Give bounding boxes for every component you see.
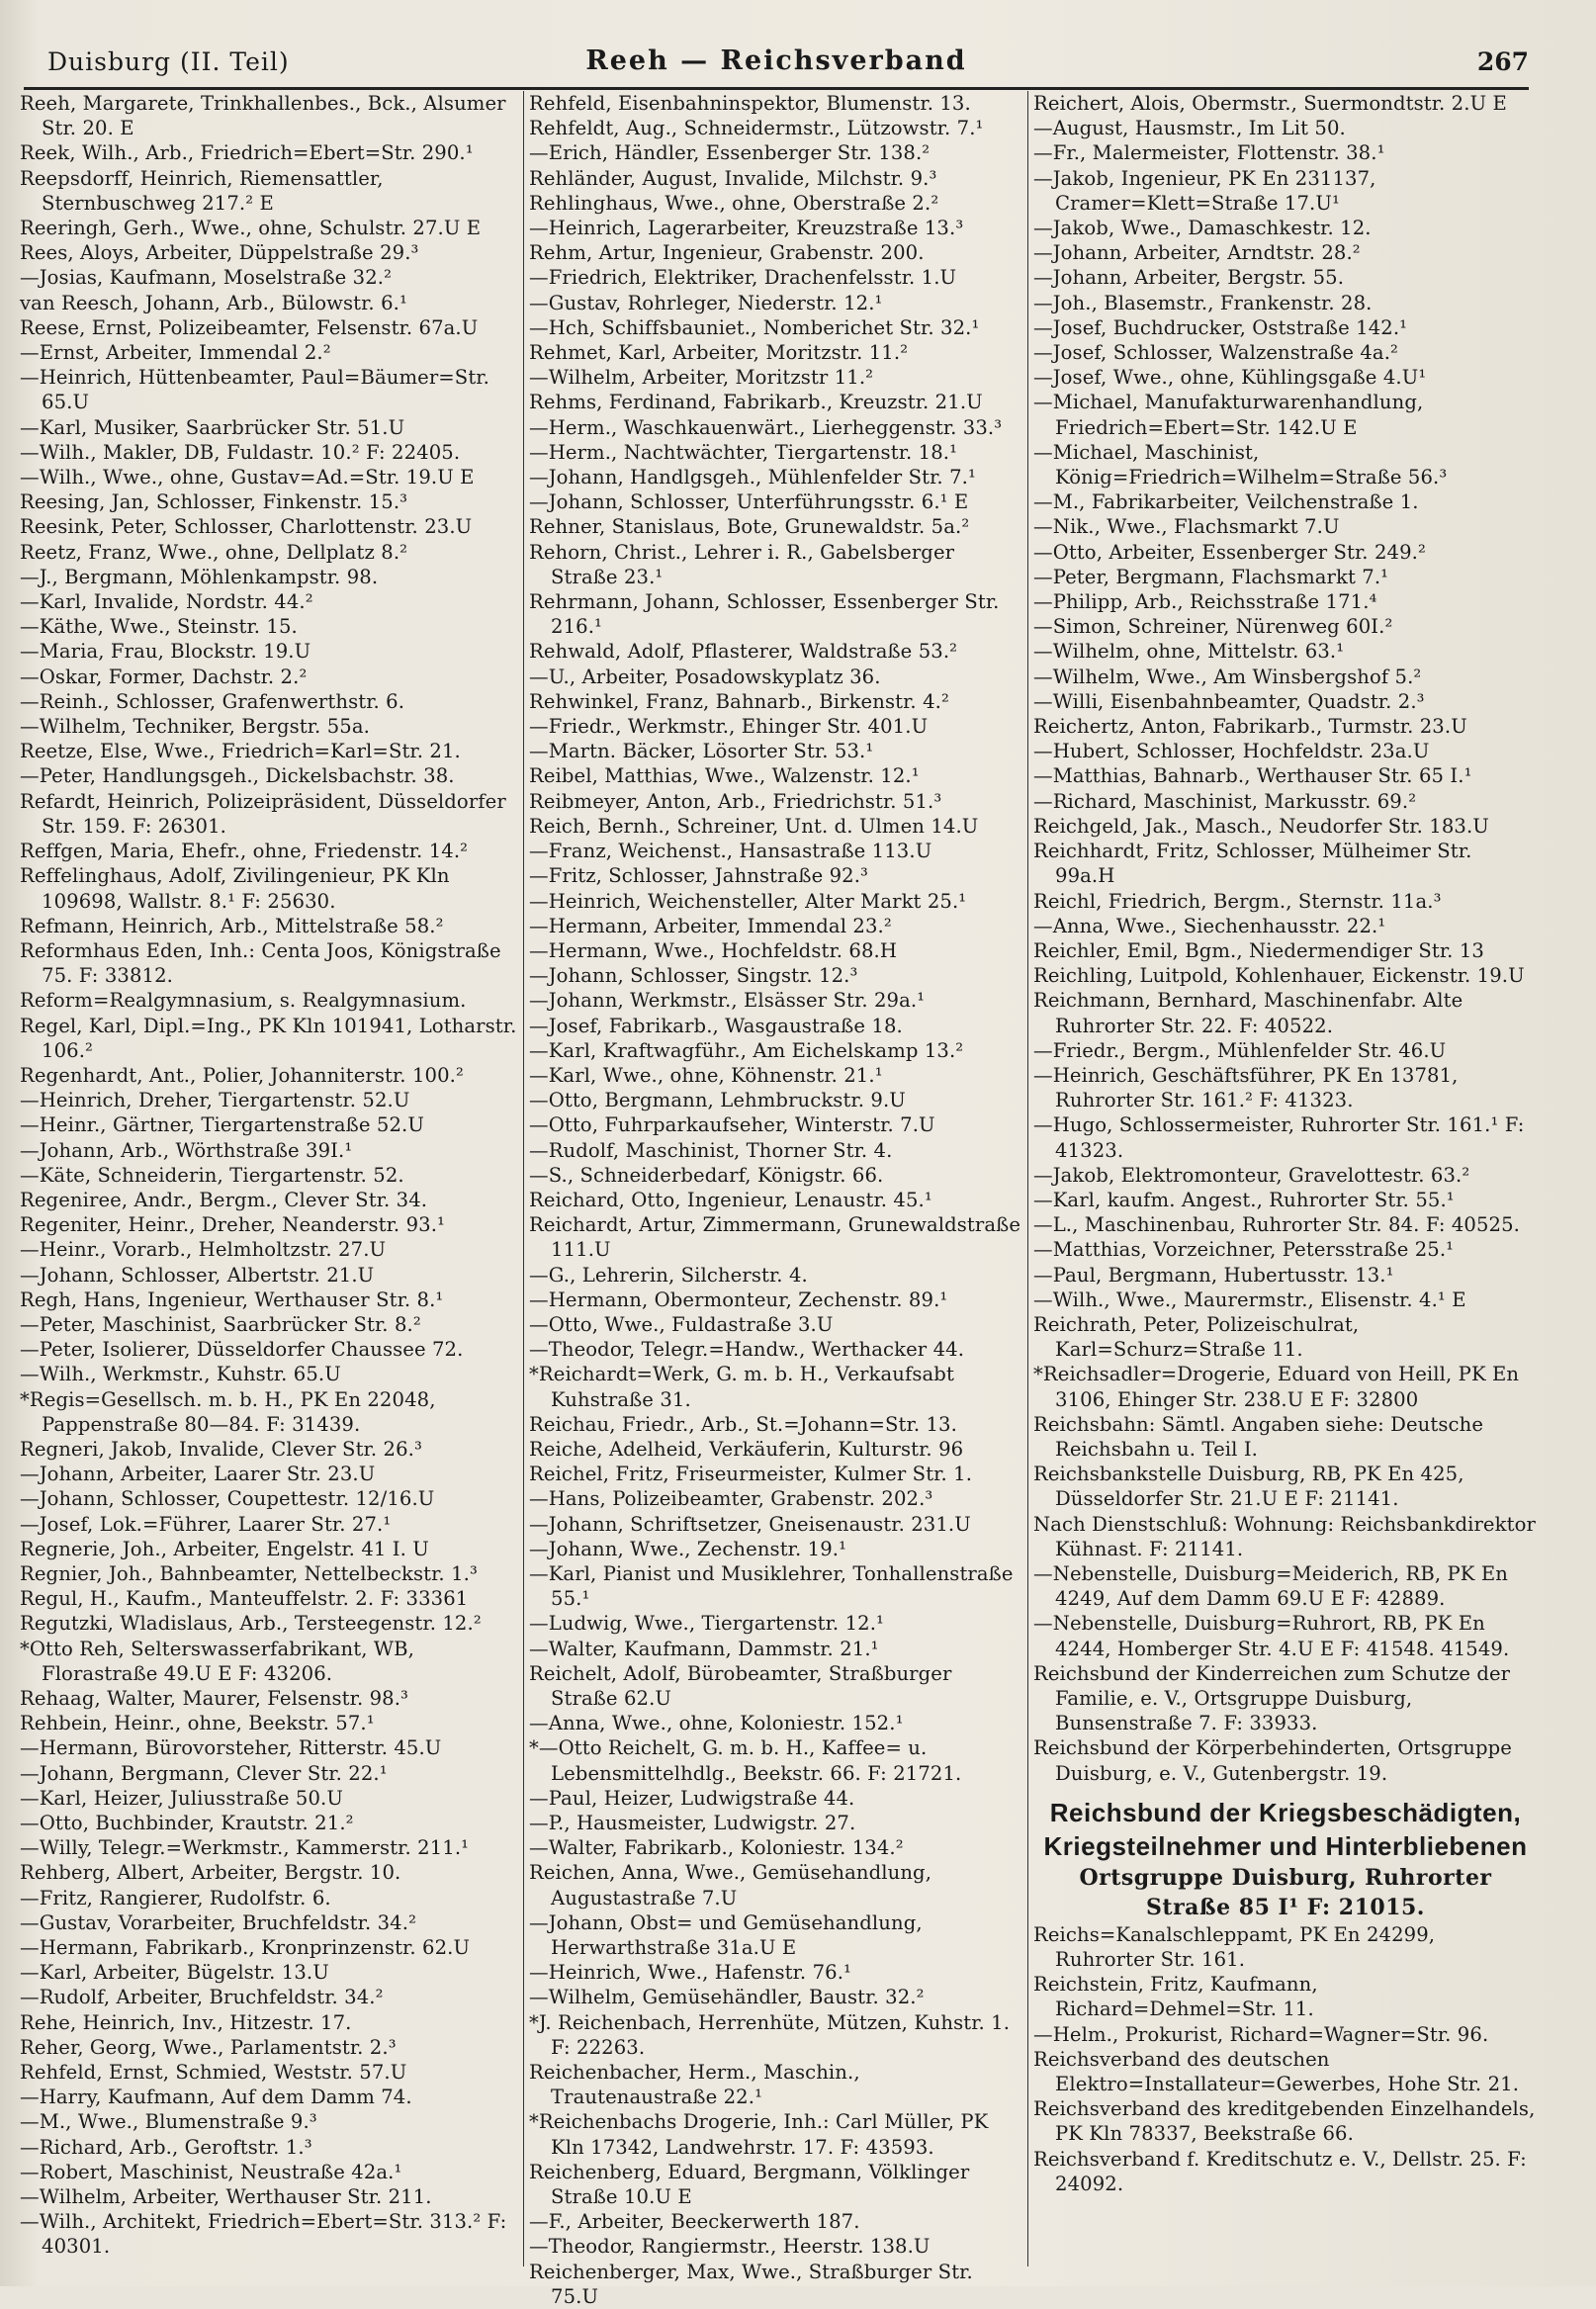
ad-line-3: Ortsgruppe Duisburg, Ruhrorter (1079, 1864, 1492, 1891)
directory-entry: —Erich, Händler, Essenberger Str. 138.² (529, 141, 931, 165)
directory-entry: —G., Lehrerin, Silcherstr. 4. (529, 1263, 808, 1287)
directory-entry: Reformhaus Eden, Inh.: Centa Joos, Königstraße 75. F: 33812. (20, 938, 501, 988)
directory-entry: —Otto, Arbeiter, Essenberger Str. 249.² (1033, 540, 1426, 564)
directory-entry: —Jakob, Wwe., Damaschkestr. 12. (1033, 217, 1372, 240)
directory-entry: Regul, H., Kaufm., Manteuffelstr. 2. F: 33361 (20, 1587, 469, 1611)
directory-entry: —Willy, Telegr.=Werkmstr., Kammerstr. 211.¹ (20, 1836, 470, 1860)
directory-entry: —Gustav, Rohrleger, Niederstr. 12.¹ (529, 291, 883, 314)
directory-entry: Reibel, Matthias, Wwe., Walzenstr. 12.¹ (529, 764, 920, 788)
directory-entry: —Hermann, Obermonteur, Zechenstr. 89.¹ (529, 1288, 948, 1311)
directory-entry: —Heinrich, Hüttenbeamter, Paul=Bäumer=Str. 65.U (20, 366, 489, 414)
ad-line-1: Reichsbund der Kriegsbeschädigten, (1049, 1797, 1522, 1827)
directory-entry: Refmann, Heinrich, Arb., Mittelstraße 58.² (20, 914, 444, 937)
directory-entry: Reichel, Fritz, Friseurmeister, Kulmer Str. 1. (529, 1463, 973, 1486)
directory-entry: Reek, Wilh., Arb., Friedrich=Ebert=Str. 290.¹ (20, 141, 474, 165)
directory-entry: —Heinr., Gärtner, Tiergartenstraße 52.U (20, 1113, 424, 1137)
directory-entry: —U., Arbeiter, Posadowskyplatz 36. (529, 665, 881, 688)
directory-entry: —Hugo, Schlossermeister, Ruhrorter Str. 161.¹ F: 41323. (1033, 1113, 1525, 1162)
column-divider (523, 91, 524, 2266)
directory-entry: Regenhardt, Ant., Polier, Johanniterstr. 100.² (20, 1063, 464, 1087)
directory-entry: —Käte, Schneiderin, Tiergartenstr. 52. (20, 1163, 404, 1187)
directory-entry: —Matthias, Bahnarb., Werthauser Str. 65 I.¹ (1033, 764, 1472, 788)
directory-entry: Reichertz, Anton, Fabrikarb., Turmstr. 23.U (1033, 715, 1467, 739)
directory-entry: —Martn. Bäcker, Lösorter Str. 53.¹ (529, 740, 874, 763)
directory-entry: —Johann, Schlosser, Unterführungsstr. 6.¹ E (529, 490, 969, 514)
directory-entry: Rehe, Heinrich, Inv., Hitzestr. 17. (20, 2010, 352, 2034)
directory-entry: —Karl, Kraftwagführ., Am Eichelskamp 13.² (529, 1038, 964, 1062)
directory-entry: —Otto, Wwe., Fuldastraße 3.U (529, 1312, 834, 1336)
directory-entry: Reffelinghaus, Adolf, Zivilingenieur, PK Kln 109698, Wallstr. 8.¹ F: 25630. (20, 864, 450, 913)
directory-entry: —Hermann, Bürovorsteher, Ritterstr. 45.U (20, 1736, 442, 1760)
directory-entry: —Johann, Arbeiter, Arndtstr. 28.² (1033, 241, 1361, 265)
directory-entry: Reffgen, Maria, Ehefr., ohne, Friedenstr. 14.² (20, 840, 469, 863)
directory-entry: —Johann, Schlosser, Coupettestr. 12/16.U (20, 1487, 435, 1511)
page-number: 267 (1476, 47, 1529, 76)
directory-entry: Rehorn, Christ., Lehrer i. R., Gabelsberger Straße 23.¹ (529, 540, 955, 588)
directory-entry: —Heinrich, Weichensteller, Alter Markt 25.¹ (529, 889, 967, 913)
directory-entry: —Franz, Weichenst., Hansastraße 113.U (529, 840, 932, 863)
advertisement-block (1033, 1796, 1538, 1922)
directory-entry: —Heinrich, Geschäftsführer, PK En 13781, Ruhrorter Str. 161.² F: 41323. (1033, 1063, 1459, 1112)
directory-entry: *Reichsadler=Drogerie, Eduard von Heill, PK En 3106, Ehinger Str. 238.U E F: 32800 (1033, 1363, 1520, 1411)
directory-entry: —Jakob, Elektromonteur, Gravelottestr. 63.² (1033, 1163, 1470, 1187)
directory-entry: Reichsverband des kreditgebenden Einzelhandels, PK Kln 78337, Beekstraße 66. (1033, 2097, 1536, 2146)
directory-entry: Regutzki, Wladislaus, Arb., Tersteegenstr. 12.² (20, 1612, 482, 1636)
directory-entry: —Wilhelm, Arbeiter, Moritzstr 11.² (529, 366, 874, 390)
directory-entry: —Michael, Manufakturwarenhandlung, Friedrich=Ebert=Str. 142.U E (1033, 391, 1424, 439)
column-3-entries (1033, 91, 1538, 1786)
directory-entry: Reich, Bernh., Schreiner, Unt. d. Ulmen 14.U (529, 814, 979, 838)
directory-entry: —Friedrich, Elektriker, Drachenfelsstr. 1.U (529, 266, 957, 290)
directory-entry: Regeniree, Andr., Bergm., Clever Str. 34. (20, 1188, 428, 1211)
directory-entry: —Fritz, Schlosser, Jahnstraße 92.³ (529, 864, 869, 888)
directory-entry: —Maria, Frau, Blockstr. 19.U (20, 640, 311, 664)
directory-entry: Regnier, Joh., Bahnbeamter, Nettelbeckstr. 1.³ (20, 1561, 478, 1585)
directory-entry: —Jakob, Ingenieur, PK En 231137, Cramer=Klett=Straße 17.U¹ (1033, 166, 1376, 215)
column-divider (1027, 91, 1028, 2266)
directory-entry: Nach Dienstschluß: Wohnung: Reichsbankdirektor Kühnast. F: 21141. (1033, 1512, 1536, 1560)
directory-entry: Reesing, Jan, Schlosser, Finkenstr. 15.³ (20, 490, 408, 514)
directory-entry: Rehfeld, Eisenbahninspektor, Blumenstr. 13. (529, 92, 971, 115)
directory-entry: —Josias, Kaufmann, Moselstraße 32.² (20, 266, 393, 290)
directory-entry: Reichsverband f. Kreditschutz e. V., Dellstr. 25. F: 24092. (1033, 2147, 1527, 2195)
ad-line-2: Kriegsteilnehmer und Hinterbliebenen (1043, 1830, 1528, 1861)
directory-entry: —Walter, Kaufmann, Dammstr. 21.¹ (529, 1637, 879, 1660)
directory-entry: —August, Hausmstr., Im Lit 50. (1033, 117, 1346, 140)
directory-entry: —Otto, Buchbinder, Krautstr. 21.² (20, 1812, 354, 1835)
directory-entry: —Anna, Wwe., Siechenhausstr. 22.¹ (1033, 914, 1386, 937)
directory-entry: —Karl, Arbeiter, Bügelstr. 13.U (20, 1961, 329, 1985)
directory-entry: Rehner, Stanislaus, Bote, Grunewaldstr. 5a.² (529, 515, 970, 539)
directory-entry: Reichling, Luitpold, Kohlenhauer, Eickenstr. 19.U (1033, 964, 1525, 988)
directory-entry: —Otto, Bergmann, Lehmbruckstr. 9.U (529, 1089, 906, 1112)
directory-entry: Reichenberg, Eduard, Bergmann, Völklinger Straße 10.U E (529, 2160, 970, 2209)
directory-entry: —L., Maschinenbau, Ruhrorter Str. 84. F: 40525. (1033, 1213, 1521, 1237)
directory-entry: —Johann, Arb., Wörthstraße 39I.¹ (20, 1138, 353, 1162)
directory-entry: —Hubert, Schlosser, Hochfeldstr. 23a.U (1033, 740, 1430, 763)
directory-entry: —Johann, Bergmann, Clever Str. 22.¹ (20, 1761, 388, 1785)
directory-entry: —Heinrich, Lagerarbeiter, Kreuzstraße 13.³ (529, 217, 964, 240)
directory-entry: —Reinh., Schlosser, Grafenwerthstr. 6. (20, 689, 405, 713)
directory-entry: Reepsdorff, Heinrich, Riemensattler, Sternbuschweg 217.² E (20, 166, 384, 215)
directory-entry: —Karl, Musiker, Saarbrücker Str. 51.U (20, 415, 405, 439)
directory-entry: —M., Fabrikarbeiter, Veilchenstraße 1. (1033, 490, 1419, 514)
directory-entry: —Johann, Arbeiter, Laarer Str. 23.U (20, 1463, 376, 1486)
directory-entry: Reform=Realgymnasium, s. Realgymnasium. (20, 989, 467, 1013)
directory-entry: —Gustav, Vorarbeiter, Bruchfeldstr. 34.² (20, 1910, 417, 1934)
directory-entry: —J., Bergmann, Möhlenkampstr. 98. (20, 565, 379, 588)
directory-entry: —Josef, Fabrikarb., Wasgaustraße 18. (529, 1014, 903, 1037)
directory-entry: Rehmet, Karl, Arbeiter, Moritzstr. 11.² (529, 341, 909, 365)
directory-entry: —Paul, Bergmann, Hubertusstr. 13.¹ (1033, 1263, 1394, 1287)
directory-entry: Rehwinkel, Franz, Bahnarb., Birkenstr. 4.² (529, 689, 949, 713)
directory-entry: —Ludwig, Wwe., Tiergartenstr. 12.¹ (529, 1612, 884, 1636)
directory-entry: —Hermann, Arbeiter, Immendal 23.² (529, 914, 892, 937)
directory-entry: Regh, Hans, Ingenieur, Werthauser Str. 8.¹ (20, 1288, 444, 1311)
directory-entry: Regeniter, Heinr., Dreher, Neanderstr. 93.¹ (20, 1213, 445, 1237)
directory-entry: Reichelt, Adolf, Bürobeamter, Straßburger Straße 62.U (529, 1661, 952, 1710)
directory-entry: —Karl, Pianist und Musiklehrer, Tonhallenstraße 55.¹ (529, 1561, 1014, 1611)
directory-entry: —Josef, Schlosser, Walzenstraße 4a.² (1033, 341, 1399, 365)
directory-entry: —Johann, Werkmstr., Elsässer Str. 29a.¹ (529, 989, 926, 1013)
directory-entry: —Wilh., Makler, DB, Fuldastr. 10.² F: 22405. (20, 440, 461, 464)
directory-entry: Reichmann, Bernhard, Maschinenfabr. Alte Ruhrorter Str. 22. F: 40522. (1033, 989, 1463, 1037)
directory-entry: —Anna, Wwe., ohne, Koloniestr. 152.¹ (529, 1712, 904, 1735)
directory-entry: Reichardt, Artur, Zimmermann, Grunewaldstraße 111.U (529, 1213, 1021, 1262)
directory-entry: —Simon, Schreiner, Nürenweg 60I.² (1033, 615, 1393, 639)
directory-entry: —Fr., Malermeister, Flottenstr. 38.¹ (1033, 141, 1385, 165)
directory-entry: —Michael, Maschinist, König=Friedrich=Wilhelm=Straße 56.³ (1033, 440, 1448, 489)
directory-entry: —Wilhelm, ohne, Mittelstr. 63.¹ (1033, 640, 1345, 664)
directory-entry: Rehberg, Albert, Arbeiter, Bergstr. 10. (20, 1861, 401, 1885)
directory-entry: Reichert, Alois, Obermstr., Suermondtstr. 2.U E (1033, 92, 1507, 115)
directory-entry: —Oskar, Former, Dachstr. 2.² (20, 665, 308, 688)
directory-entry: Reichrath, Peter, Polizeischulrat, Karl=Schurz=Straße 11. (1033, 1312, 1360, 1362)
directory-entry: —Fritz, Rangierer, Rudolfstr. 6. (20, 1886, 331, 1909)
directory-entry: —Walter, Fabrikarb., Koloniestr. 134.² (529, 1836, 904, 1860)
directory-entry: Rehms, Ferdinand, Fabrikarb., Kreuzstr. 21.U (529, 391, 983, 414)
directory-entry: —Johann, Arbeiter, Bergstr. 55. (1033, 266, 1345, 290)
directory-entry: —Heinrich, Dreher, Tiergartenstr. 52.U (20, 1089, 410, 1112)
directory-entry: —Herm., Nachtwächter, Tiergartenstr. 18.¹ (529, 440, 958, 464)
directory-entry: —Karl, kaufm. Angest., Ruhrorter Str. 55.¹ (1033, 1188, 1455, 1211)
directory-entry: —Wilh., Werkmstr., Kuhstr. 65.U (20, 1363, 341, 1386)
directory-entry: —Johann, Wwe., Zechenstr. 19.¹ (529, 1537, 847, 1560)
directory-entry: Reichsverband des deutschen Elektro=Installateur=Gewerbes, Hohe Str. 21. (1033, 2047, 1520, 2096)
directory-entry: *Regis=Gesellsch. m. b. H., PK En 22048, Pappenstraße 80—84. F: 31439. (20, 1387, 436, 1436)
directory-entry: —P., Hausmeister, Ludwigstr. 27. (529, 1812, 856, 1835)
directory-entry: Rehwald, Adolf, Pflasterer, Waldstraße 53.² (529, 640, 958, 664)
directory-entry: Rehbein, Heinr., ohne, Beekstr. 57.¹ (20, 1712, 375, 1735)
directory-entry: Reeringh, Gerh., Wwe., ohne, Schulstr. 27.U E (20, 217, 482, 240)
directory-entry: —Wilh., Wwe., Maurermstr., Elisenstr. 4.¹ E (1033, 1288, 1466, 1311)
directory-entry: *J. Reichenbach, Herrenhüte, Mützen, Kuhstr. 1. F: 22263. (529, 2010, 1011, 2059)
directory-entry: —S., Schneiderbedarf, Königstr. 66. (529, 1163, 884, 1187)
directory-entry: —Josef, Wwe., ohne, Kühlingsgaße 4.U¹ (1033, 366, 1427, 390)
directory-entry: Reher, Georg, Wwe., Parlamentstr. 2.³ (20, 2035, 397, 2059)
directory-entry: —M., Wwe., Blumenstraße 9.³ (20, 2110, 317, 2134)
directory-entry: —Nebenstelle, Duisburg=Meiderich, RB, PK En 4249, Auf dem Damm 69.U E F: 42889. (1033, 1561, 1508, 1611)
directory-entry: Reichenberger, Max, Wwe., Straßburger Str. 75.U (529, 2260, 973, 2308)
directory-entry: —Wilhelm, Techniker, Bergstr. 55a. (20, 715, 370, 739)
directory-entry: —Peter, Handlungsgeh., Dickelsbachstr. 38. (20, 764, 455, 788)
directory-entry: —F., Arbeiter, Beeckerwerth 187. (529, 2210, 860, 2234)
directory-entry: —Joh., Blasemstr., Frankenstr. 28. (1033, 291, 1373, 314)
directory-entry: van Reesch, Johann, Arb., Bülowstr. 6.¹ (20, 291, 407, 314)
directory-entry: —Richard, Maschinist, Markusstr. 69.² (1033, 789, 1417, 813)
directory-entry: Rehm, Artur, Ingenieur, Grabenstr. 200. (529, 241, 925, 265)
directory-entry: —Heinrich, Wwe., Hafenstr. 76.¹ (529, 1961, 851, 1985)
directory-entry: —Peter, Maschinist, Saarbrücker Str. 8.² (20, 1312, 421, 1336)
directory-entry: Refardt, Heinrich, Polizeipräsident, Düsseldorfer Str. 159. F: 26301. (20, 789, 506, 838)
directory-entry: Reichsbankstelle Duisburg, RB, PK En 425, Düsseldorfer Str. 21.U E F: 21141. (1033, 1463, 1464, 1511)
directory-entry: —Theodor, Telegr.=Handw., Werthacker 44. (529, 1338, 965, 1362)
directory-entry: Regel, Karl, Dipl.=Ing., PK Kln 101941, Lotharstr. 106.² (20, 1014, 517, 1062)
header-range: Reeh — Reichsverband (585, 45, 967, 76)
directory-entry: Reichgeld, Jak., Masch., Neudorfer Str. 183.U (1033, 814, 1489, 838)
header-city: Duisburg (II. Teil) (47, 47, 290, 76)
directory-entry: —Karl, Heizer, Juliusstraße 50.U (20, 1786, 343, 1810)
directory-entry: Rees, Aloys, Arbeiter, Düppelstraße 29.³ (20, 241, 419, 265)
directory-entry: —Paul, Heizer, Ludwigstraße 44. (529, 1786, 855, 1810)
directory-entry: —Heinr., Vorarb., Helmholtzstr. 27.U (20, 1238, 387, 1262)
page-header (24, 44, 1529, 90)
directory-entry: —Rudolf, Arbeiter, Bruchfeldstr. 34.² (20, 1986, 384, 2009)
directory-entry: —Johann, Schriftsetzer, Gneisenaustr. 231.U (529, 1512, 971, 1536)
directory-entry: —Johann, Obst= und Gemüsehandlung, Herwarthstraße 31a.U E (529, 1910, 923, 1960)
directory-entry: —Johann, Handlgsgeh., Mühlenfelder Str. 7.¹ (529, 466, 976, 489)
directory-entry: —Johann, Schlosser, Singstr. 12.³ (529, 964, 858, 988)
column-2 (529, 91, 1023, 2308)
directory-entry: —Friedr., Werkmstr., Ehinger Str. 401.U (529, 715, 929, 739)
directory-entry: —Hch, Schiffsbauniet., Nomberichet Str. 32.¹ (529, 315, 980, 339)
directory-entry: Reibmeyer, Anton, Arb., Friedrichstr. 51.³ (529, 789, 942, 813)
directory-entry: Reese, Ernst, Polizeibeamter, Felsenstr. 67a.U (20, 315, 479, 339)
directory-entry: —Harry, Kaufmann, Auf dem Damm 74. (20, 2086, 412, 2109)
column-3 (1033, 91, 1538, 2266)
directory-entry: —Hans, Polizeibeamter, Grabenstr. 202.³ (529, 1487, 933, 1511)
directory-entry: Reichhardt, Fritz, Schlosser, Mülheimer Str. 99a.H (1033, 840, 1472, 888)
directory-entry: *Reichardt=Werk, G. m. b. H., Verkaufsabt Kuhstraße 31. (529, 1363, 954, 1411)
directory-entry: Reeh, Margarete, Trinkhallenbes., Bck., Alsumer Str. 20. E (20, 92, 506, 140)
directory-entry: —Ernst, Arbeiter, Immendal 2.² (20, 341, 331, 365)
directory-entry: Regnerie, Joh., Arbeiter, Engelstr. 41 I. U (20, 1537, 429, 1560)
directory-entry: —Wilh., Wwe., ohne, Gustav=Ad.=Str. 19.U E (20, 466, 475, 489)
directory-entry: Reichsbahn: Sämtl. Angaben siehe: Deutsche Reichsbahn u. Teil I. (1033, 1412, 1484, 1461)
directory-entry: —Hermann, Fabrikarb., Kronprinzenstr. 62.U (20, 1936, 471, 1960)
directory-entry: —Rudolf, Maschinist, Thorner Str. 4. (529, 1138, 893, 1162)
directory-entry: —Nik., Wwe., Flachsmarkt 7.U (1033, 515, 1340, 539)
directory-entry: Rehrmann, Johann, Schlosser, Essenberger Str. 216.¹ (529, 590, 1000, 639)
directory-entry: —Wilh., Architekt, Friedrich=Ebert=Str. 313.² F: 40301. (20, 2210, 507, 2259)
directory-entry: —Friedr., Bergm., Mühlenfelder Str. 46.U (1033, 1038, 1447, 1062)
directory-entry: —Josef, Lok.=Führer, Laarer Str. 27.¹ (20, 1512, 392, 1536)
directory-entry: Reetze, Else, Wwe., Friedrich=Karl=Str. 21. (20, 740, 461, 763)
directory-entry: Reichard, Otto, Ingenieur, Lenaustr. 45.¹ (529, 1188, 932, 1211)
directory-entry: *Otto Reh, Selterswasserfabrikant, WB, Florastraße 49.U E F: 43206. (20, 1637, 414, 1685)
directory-entry: Reesink, Peter, Schlosser, Charlottenstr. 23.U (20, 515, 473, 539)
directory-entry: —Theodor, Rangiermstr., Heerstr. 138.U (529, 2235, 931, 2259)
directory-entry: Reiche, Adelheid, Verkäuferin, Kulturstr. 96 (529, 1437, 964, 1461)
directory-entry: —Matthias, Vorzeichner, Petersstraße 25.¹ (1033, 1238, 1455, 1262)
directory-entry: Reichstein, Fritz, Kaufmann, Richard=Dehmel=Str. 11. (1033, 1973, 1318, 2021)
directory-entry: Reichenbacher, Herm., Maschin., Trautenaustraße 22.¹ (529, 2061, 860, 2109)
directory-entry: —Richard, Arb., Geroftstr. 1.³ (20, 2135, 312, 2159)
column-3-entries-after-ad (1033, 1922, 1538, 2196)
directory-entry: Reetz, Franz, Wwe., ohne, Dellplatz 8.² (20, 540, 408, 564)
ad-line-4: Straße 85 I¹ F: 21015. (1146, 1894, 1425, 1920)
directory-entry: Rehfeldt, Aug., Schneidermstr., Lützowstr. 7.¹ (529, 117, 984, 140)
directory-entry: —Philipp, Arb., Reichsstraße 171.⁴ (1033, 590, 1377, 614)
directory-entry: —Wilhelm, Arbeiter, Werthauser Str. 211. (20, 2185, 432, 2209)
directory-entry: —Peter, Bergmann, Flachsmarkt 7.¹ (1033, 565, 1389, 588)
directory-entry: Reichsbund der Körperbehinderten, Ortsgruppe Duisburg, e. V., Gutenbergstr. 19. (1033, 1736, 1512, 1785)
directory-entry: —Willi, Eisenbahnbeamter, Quadstr. 2.³ (1033, 689, 1425, 713)
directory-entry: —Wilhelm, Wwe., Am Winsbergshof 5.² (1033, 665, 1422, 688)
directory-entry: Reichen, Anna, Wwe., Gemüsehandlung, Augustastraße 7.U (529, 1861, 932, 1909)
directory-entry: —Otto, Fuhrparkaufseher, Winterstr. 7.U (529, 1113, 935, 1137)
directory-entry: —Robert, Maschinist, Neustraße 42a.¹ (20, 2160, 402, 2183)
directory-entry: —Nebenstelle, Duisburg=Ruhrort, RB, PK En 4244, Homberger Str. 4.U E F: 41548. 41549. (1033, 1612, 1510, 1660)
directory-entry: —Josef, Buchdrucker, Oststraße 142.¹ (1033, 315, 1408, 339)
directory-entry: Rehlinghaus, Wwe., ohne, Oberstraße 2.² (529, 191, 939, 215)
directory-entry: —Johann, Schlosser, Albertstr. 21.U (20, 1263, 375, 1287)
column-1 (20, 91, 519, 2266)
directory-entry: Reichl, Friedrich, Bergm., Sternstr. 11a.³ (1033, 889, 1442, 913)
directory-entry: Rehländer, August, Invalide, Milchstr. 9.³ (529, 166, 937, 190)
directory-entry: Reichau, Friedr., Arb., St.=Johann=Str. 13. (529, 1412, 957, 1436)
directory-entry: Reichler, Emil, Bgm., Niedermendiger Str. 13 (1033, 938, 1484, 962)
directory-entry: *Reichenbachs Drogerie, Inh.: Carl Müller, PK Kln 17342, Landwehrstr. 17. F: 43593. (529, 2110, 989, 2159)
directory-entry: Reichsbund der Kinderreichen zum Schutze der Familie, e. V., Ortsgruppe Duisburg, Bunsenstraße 7. F: 33933. (1033, 1661, 1511, 1735)
directory-entry: —Helm., Prokurist, Richard=Wagner=Str. 96. (1033, 2022, 1489, 2046)
directory-entry: Reichs=Kanalschleppamt, PK En 24299, Ruhrorter Str. 161. (1033, 1922, 1436, 1972)
directory-entry: —Herm., Waschkauenwärt., Lierheggenstr. 33.³ (529, 415, 1003, 439)
directory-entry: Rehaag, Walter, Maurer, Felsenstr. 98.³ (20, 1687, 409, 1710)
directory-entry: —Peter, Isolierer, Düsseldorfer Chaussee 72. (20, 1338, 464, 1362)
directory-entry: —Hermann, Wwe., Hochfeldstr. 68.H (529, 938, 898, 962)
directory-entry: Regneri, Jakob, Invalide, Clever Str. 26.³ (20, 1437, 422, 1461)
directory-entry: —Wilhelm, Gemüsehändler, Baustr. 32.² (529, 1986, 925, 2009)
directory-entry: *—Otto Reichelt, G. m. b. H., Kaffee= u. Lebensmittelhdlg., Beekstr. 66. F: 21721. (529, 1736, 962, 1785)
directory-entry: —Käthe, Wwe., Steinstr. 15. (20, 615, 298, 639)
directory-entry: Rehfeld, Ernst, Schmied, Weststr. 57.U (20, 2061, 407, 2085)
directory-entry: —Karl, Invalide, Nordstr. 44.² (20, 590, 313, 614)
directory-entry: —Karl, Wwe., ohne, Köhnenstr. 21.¹ (529, 1063, 883, 1087)
